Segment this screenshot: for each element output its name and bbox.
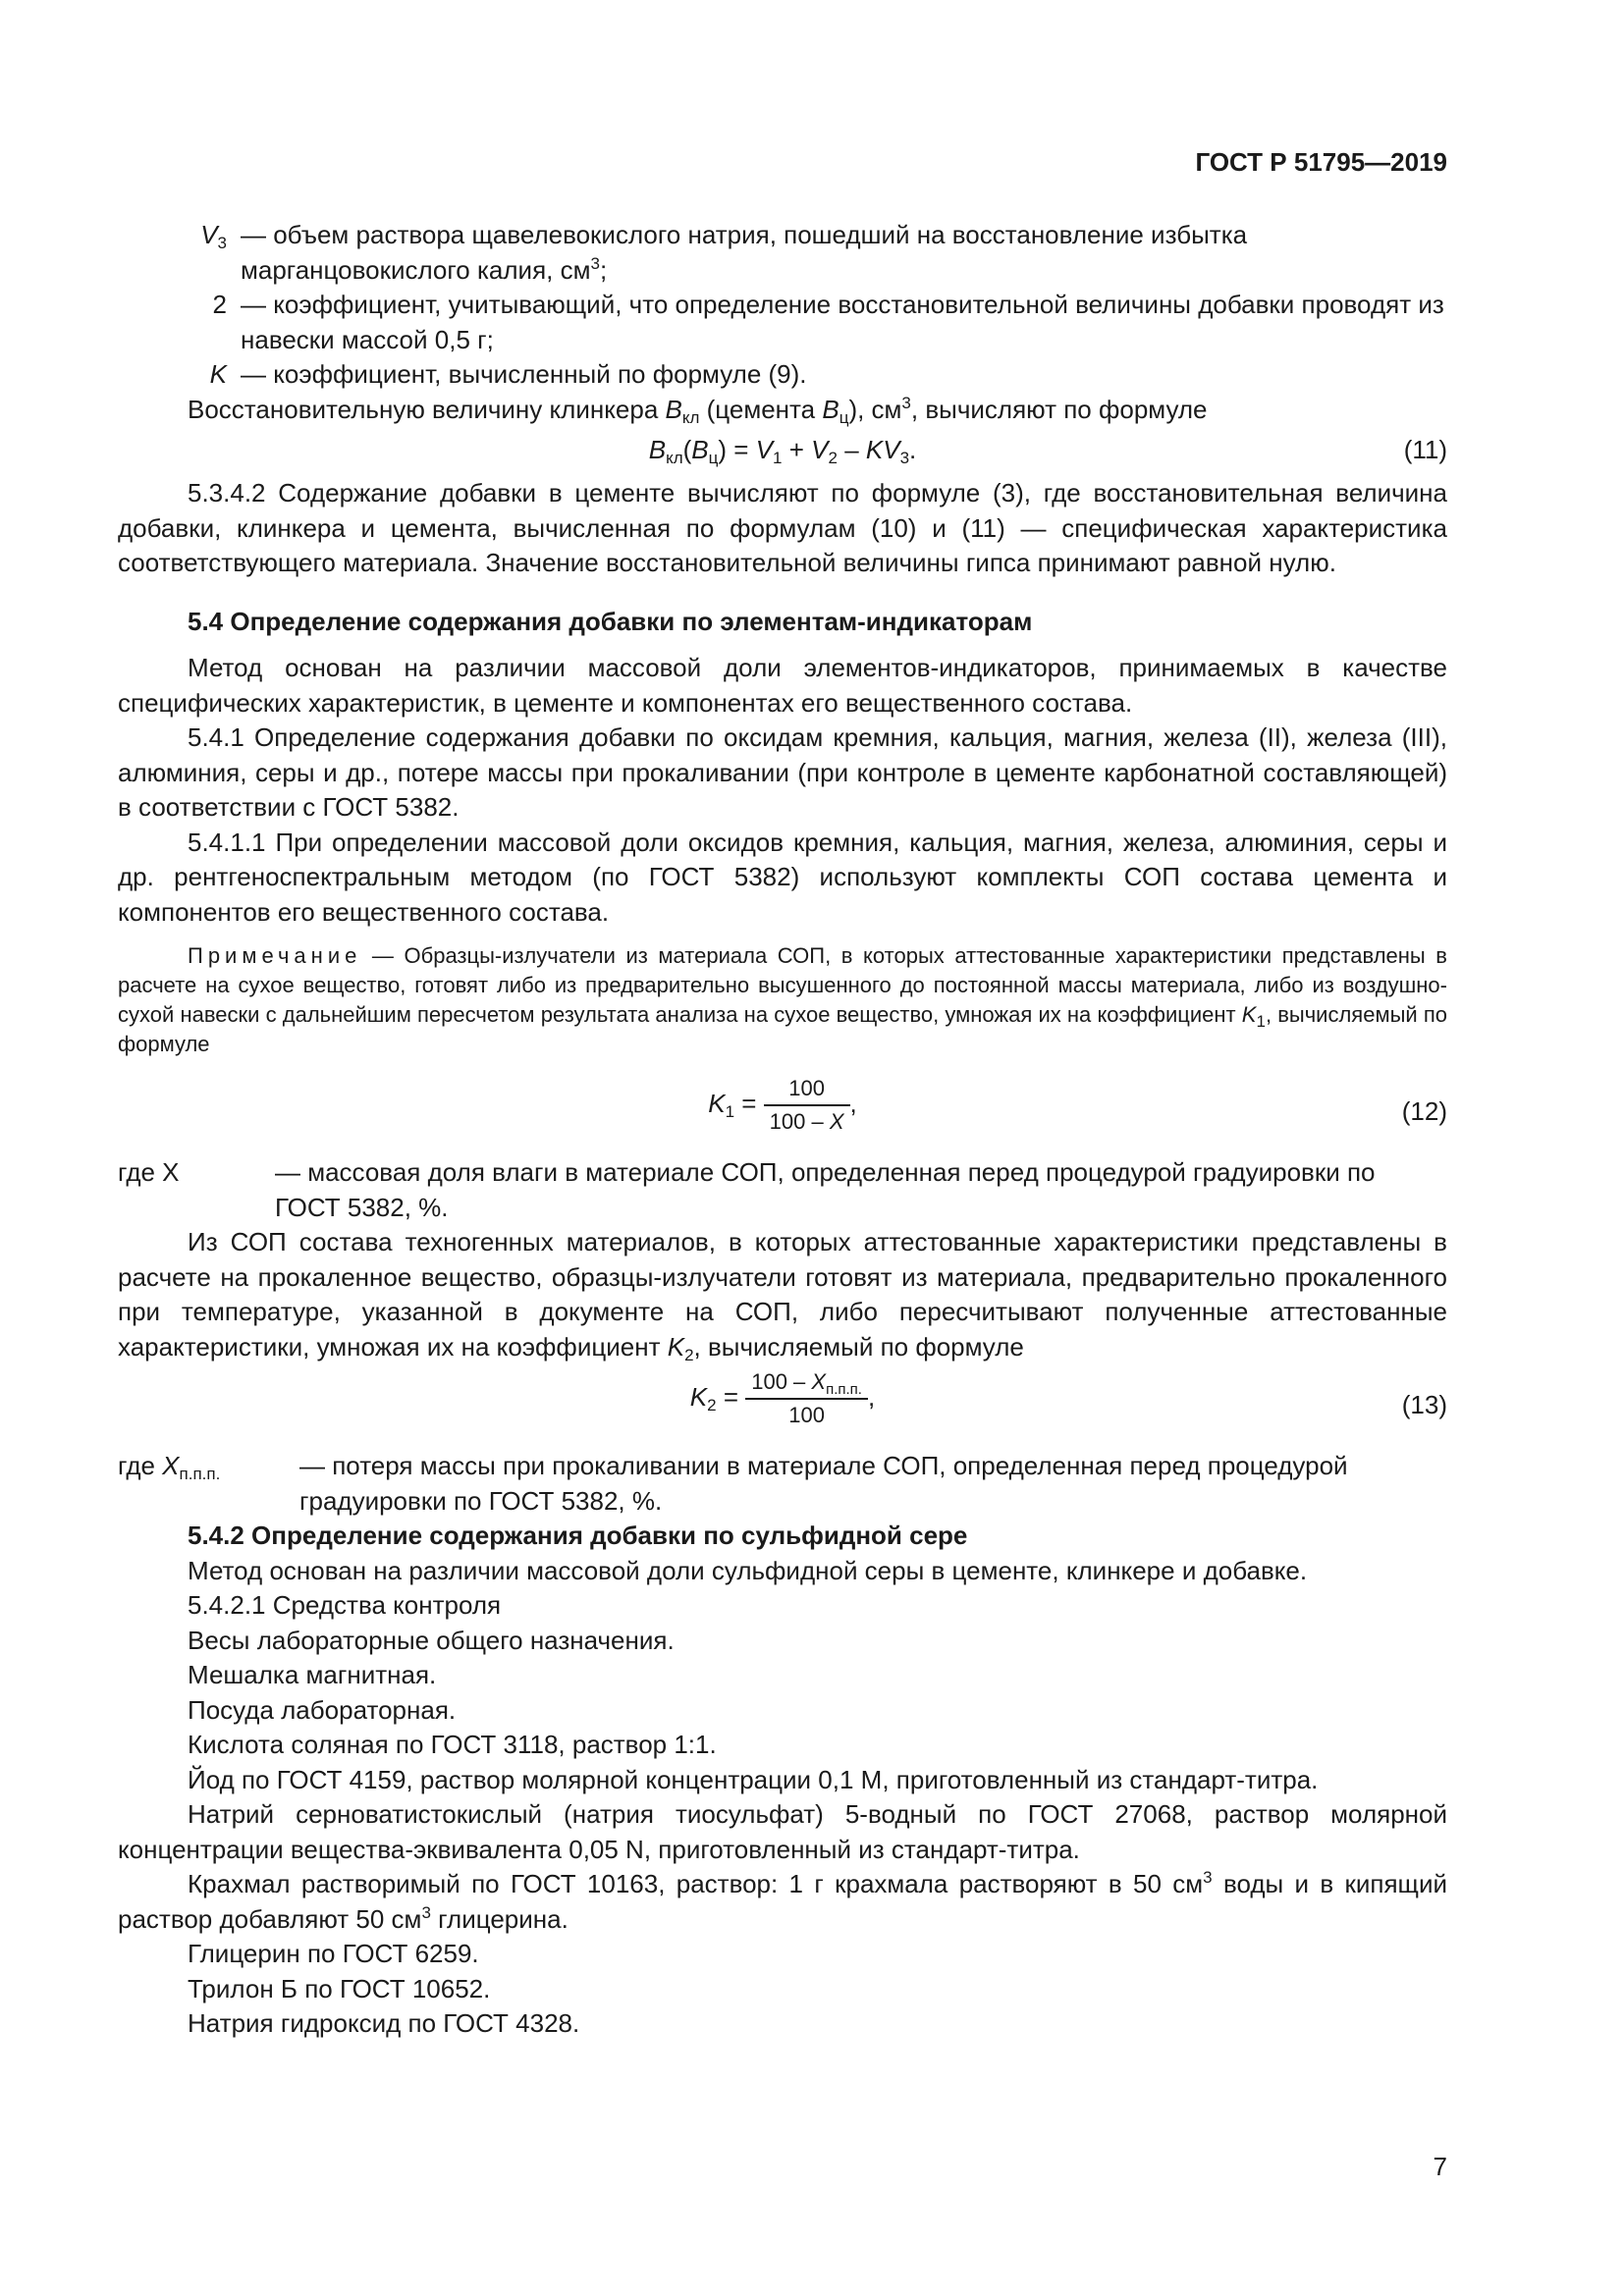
definition-x-ppp: где $X_{п.п.п.}$ — потеря массы при прокаливании в материале СОП, определенная перед процедурой градуировки по ГОСТ 5382, %. [118,1451,1348,1516]
note-label: Примечание [188,943,362,968]
paragraph-5-4: Метод основан на различии массовой доли элементов-индикаторов, принимаемых в качестве специфических характеристик, в цементе и компонентах его вещественного состава. [118,653,1447,718]
note: Примечание — Образцы-излучатели из материала СОП, в которых аттестованные характеристики представлены в расчете на сухое вещество, готовят либо из предварительно высушенного до постоянной массы материала, либо из воздушно-сухой навески с дальнейшим пересчетом результата анализа на сухое вещество, умножая их на коэффициент $K_1$, вычисляемый по формуле [118,943,1447,1056]
section-heading-5-4-2: 5.4.2 Определение содержания добавки по сульфидной сере [188,1521,968,1550]
list-item: Натрия гидроксид по ГОСТ 4328. [188,2008,580,2038]
page-number: 7 [1433,2152,1447,2181]
formula-12: $K_1$ = $\frac{100}{100 - X}$ , (12) [708,1076,1447,1134]
paragraph-5-4-1-1: 5.4.1.1 При определении массовой доли оксидов кремния, кальция, магния, железа, алюминия, серы и др. рентгеноспектральным методом (по ГОСТ 5382) используют комплекты СОП состава цемента и компонентов его вещественного состава. [118,827,1447,927]
list-item: Весы лабораторные общего назначения. [188,1625,675,1655]
paragraph-5-4-2: Метод основан на различии массовой доли сульфидной серы в цементе, клинкере и добавке. [188,1555,1308,1585]
paragraph-5-3-4-2: 5.3.4.2 Содержание добавки в цементе вычисляют по формуле (3), где восстановительная величина добавки, клинкера и цемента, вычисленная по формулам (10) и (11) — специфическая характеристика соответствующего материала. Значение восстановительной величины гипса принимают равной нулю. [118,478,1447,577]
paragraph-sop: Из СОП состава техногенных материалов, в которых аттестованные характеристики представлены в расчете на прокаленное вещество, образцы-излучатели готовят из материала, предварительно прокаленного при температуре, указанной в документе на СОП, либо пересчитывают полученные аттестованные характеристики, умножая их на коэффициент $K_2$, вычисляемый по формуле [118,1227,1447,1364]
fraction: $\frac{100}{100 - X}$ [764,1075,850,1136]
list-item: Кислота соляная по ГОСТ 3118, раствор 1:1. [188,1730,717,1759]
section-heading-5-4: 5.4 Определение содержания добавки по элементам-индикаторам [188,606,1033,636]
definition-2: 2 — коэффициент, учитывающий, что определение восстановительной величины добавки проводят из навески массой 0,5 г; [212,290,1444,354]
list-item: Йод по ГОСТ 4159, раствор молярной концентрации 0,1 М, приготовленный из стандарт-титра. [188,1764,1319,1794]
paragraph-kraxmal: Крахмал растворимый по ГОСТ 10163, раствор: 1 г крахмала растворяют в 50 $см^3$ воды и в кипящий раствор добавляют 50 $см^3$ глицерина. [118,1868,1447,1934]
formula-number: (11) [1403,435,1447,464]
paragraph-5-4-1: 5.4.1 Определение содержания добавки по оксидам кремния, кальция, магния, железа (II), железа (III), алюминия, серы и др., потере массы при прокаливании (при контроле в цементе карбонатной составляющей) в соответствии с ГОСТ 5382. [118,722,1447,822]
list-item: Мешалка магнитная. [188,1660,437,1689]
paragraph-natrij: Натрий серноватистокислый (натрия тиосульфат) 5-водный по ГОСТ 27068, раствор молярной концентрации вещества-эквивалента 0,05 N, приготовленный из стандарт-титра. [118,1799,1447,1864]
standard-header: ГОСТ Р 51795—2019 [1195,147,1447,177]
formula-13: $K_2$ = $\frac{100 - X_{п.п.п.}}{100}$ , (13) [689,1369,1447,1427]
list-item: Посуда лабораторная. [188,1694,457,1725]
formula-number: (13) [1401,1390,1447,1419]
list-item: Трилон Б по ГОСТ 10652. [188,1973,491,2003]
list-item: Глицерин по ГОСТ 6259. [188,1939,479,1968]
paragraph-clinker: Восстановительную величину клинкера $B_{кл}$ (цемента $B_ц$), $см^3$, вычисляют по формуле [188,393,1208,427]
formula-11: $B_{кл}(B_ц) = V_1 + V_2 - KV_3$. (11) [648,435,1447,467]
formula-number: (12) [1401,1096,1447,1126]
definition-x: где X — массовая доля влаги в материале СОП, определенная перед процедурой градуировки по ГОСТ 5382, %. [118,1157,1376,1222]
definition-k: K — коэффициент, вычисленный по формуле (9). [209,359,807,389]
definition-v3: $V_3$ — объем раствора щавелевокислого натрия, пошедший на восстановление избытка марганцовокислого калия, $см^3$; [200,220,1248,285]
page-body [118,218,1447,2042]
paragraph-5-4-2-1: 5.4.2.1 Средства контроля [188,1590,502,1620]
fraction: $\frac{100 - X_{п.п.п.}}{100}$ [745,1368,868,1429]
